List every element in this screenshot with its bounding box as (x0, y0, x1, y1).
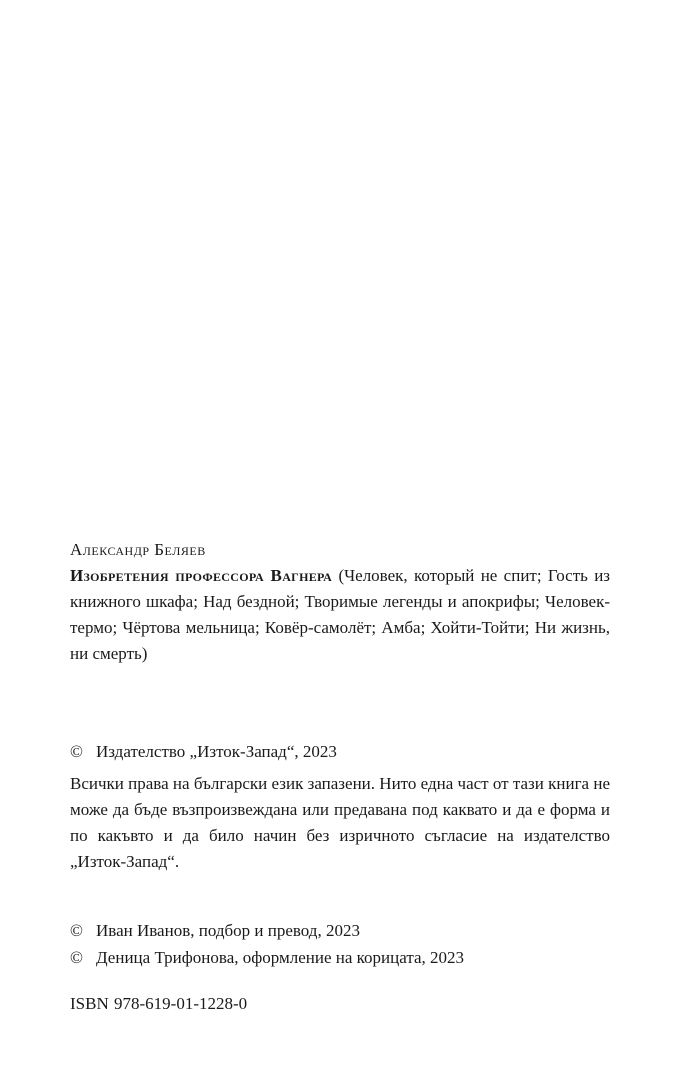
cover-copyright-text: Деница Трифонова, оформление на корицата, 2023 (96, 948, 465, 967)
author-name: Александр Беляев (70, 540, 206, 559)
translation-copyright (70, 918, 610, 944)
cover-copyright (70, 945, 610, 971)
isbn-number: 978-619-01-1228-0 (114, 994, 248, 1013)
isbn-line (70, 991, 610, 1017)
publisher-copyright-text: Издателство „Изток-Запад“, 2023 (96, 742, 337, 761)
rights-notice: Всички права на български език запазени. Нито една част от тази книга не може да бъде възпроизвеждана или предавана под каквато и да е форма и по какъвто и да било начин без изричното съгласие на издателство „Изток-Запад“. (70, 774, 610, 871)
copyright-icon: © (70, 948, 83, 967)
copyright-icon: © (70, 742, 83, 761)
isbn-label: ISBN (70, 994, 109, 1013)
book-contents: (Человек, который не спит; Гость из книжного шкафа; Над бездной; Творимые легенды и апокрифы; Человек-термо; Чёртова мельница; Ковёр-самолёт; Амба; Хойти-Тойти; Ни жизнь, ни смерть) (70, 566, 611, 663)
book-description (70, 563, 610, 667)
translation-copyright-text: Иван Иванов, подбор и превод, 2023 (96, 921, 360, 940)
publisher-copyright (70, 739, 610, 765)
copyright-icon: © (70, 921, 83, 940)
book-title: Изобретения профессора Вагнера (70, 566, 333, 585)
